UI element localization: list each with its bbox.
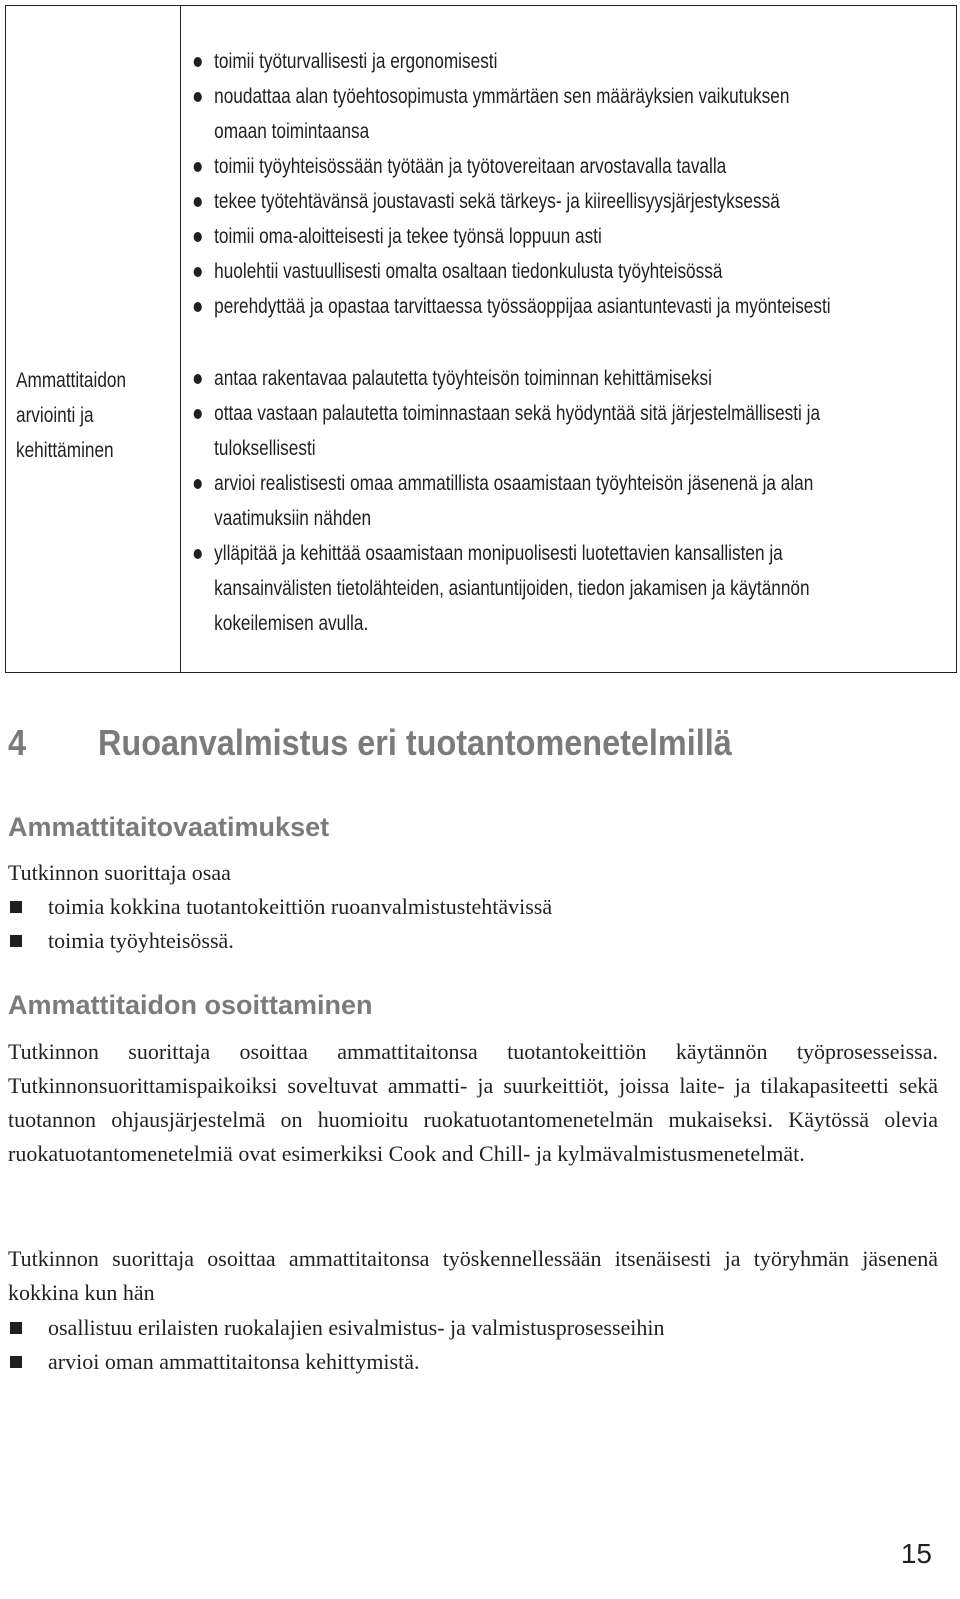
chapter-title [8,722,732,764]
criteria-list-top [192,44,840,324]
bullet-icon [194,409,202,419]
bullet-icon [194,549,202,559]
square-bullet-icon [10,1322,22,1334]
list-item [192,149,840,184]
bullet-icon [194,92,202,102]
list-item [192,466,840,536]
list-item-text: arvioi realistisesti omaa ammatillista osaamistaan työyhteisön jäsenenä ja alan vaatimuksiin nähden [214,472,814,530]
criteria-list-bottom [192,361,840,641]
list-item [192,361,840,396]
list-item [192,44,840,79]
list-item [192,184,840,219]
requirements-intro: Tutkinnon suorittaja osaa [8,860,231,885]
criteria-table [5,5,957,673]
table-column-divider [180,6,181,672]
list-item [192,79,840,149]
bullet-icon [194,479,202,489]
list-item-text: osallistuu erilaisten ruokalajien esivalmistus- ja valmistusprosesseihin [48,1315,665,1340]
list-item-text: toimii työturvallisesti ja ergonomisesti [214,50,498,73]
demonstration-paragraph: Tutkinnon suorittaja osoittaa ammattitaitonsa työskennellessään itsenäisesti ja työryhmän jäsenenä kokkina kun hän [8,1246,938,1305]
list-item [192,219,840,254]
list-item-text: perehdyttää ja opastaa tarvittaessa työssäoppijaa asiantuntevasti ja myönteisesti [214,295,831,318]
page-number: 15 [900,1538,932,1569]
list-item [192,396,840,466]
chapter-title-text: Ruoanvalmistus eri tuotantomenetelmillä [98,722,732,763]
section-label [16,363,147,468]
demonstration-list [8,1311,665,1379]
list-item [192,254,840,289]
list-item-text: antaa rakentavaa palautetta työyhteisön toiminnan kehittämiseksi [214,367,712,390]
list-item-text: toimii oma-aloitteisesti ja tekee työnsä loppuun asti [214,225,602,248]
list-item [192,536,840,641]
list-item-text: arvioi oman ammattitaitonsa kehittymistä. [48,1349,420,1374]
list-item [8,1311,665,1345]
bullet-icon [194,232,202,242]
list-item-text: tekee työtehtävänsä joustavasti sekä tärkeys- ja kiireellisyysjärjestyksessä [214,190,780,213]
list-item-text: toimii työyhteisössään työtään ja työtovereitaan arvostavalla tavalla [214,155,727,178]
list-item-text: toimia työyhteisössä. [48,928,234,953]
section-label-line: arviointi ja [16,404,94,427]
bullet-icon [194,197,202,207]
list-item [8,890,552,924]
bullet-icon [194,57,202,67]
list-item [8,1345,665,1379]
demonstration-heading: Ammattitaidon osoittaminen [8,990,373,1020]
bullet-icon [194,374,202,384]
list-item-text: huolehtii vastuullisesti omalta osaltaan tiedonkulusta työyhteisössä [214,260,723,283]
square-bullet-icon [10,935,22,947]
requirements-heading: Ammattitaitovaatimukset [8,812,330,842]
square-bullet-icon [10,1356,22,1368]
list-item [8,924,552,958]
square-bullet-icon [10,901,22,913]
demonstration-paragraph: Tutkinnon suorittaja osoittaa ammattitaitonsa tuotantokeittiön käytännön työprosesseissa. Tutkinnonsuorittamispaikoiksi soveltuvat ammatti- ja suurkeittiöt, joissa laite- ja tilakapasiteetti sekä tuotannon ohjausjärjestelmä on huomioitu ruokatuotantomenetelmän mukaiseksi. Käytössä olevia ruokatuotantomenetelmiä ovat esimerkiksi Cook and Chill- ja kylmävalmistusmenetelmät. [8,1039,938,1166]
list-item-text: ottaa vastaan palautetta toiminnastaan sekä hyödyntää sitä järjestelmällisesti ja tuloksellisesti [214,402,821,460]
bullet-icon [194,267,202,277]
bullet-icon [194,162,202,172]
chapter-number: 4 [8,722,27,763]
list-item-text: noudattaa alan työehtosopimusta ymmärtäen sen määräyksien vaikutuksen omaan toimintaansa [214,85,790,143]
list-item-text: toimia kokkina tuotantokeittiön ruoanvalmistustehtävissä [48,894,553,919]
section-label-line: kehittäminen [16,439,114,462]
requirements-list [8,890,552,958]
section-label-line: Ammattitaidon [16,369,127,392]
list-item-text: ylläpitää ja kehittää osaamistaan monipuolisesti luotettavien kansallisten ja kansainvälisten tietolähteiden, asiantuntijoiden, tiedon jakamisen ja käytännön kokeilemisen avulla. [214,542,810,635]
bullet-icon [194,302,202,312]
list-item [192,289,840,324]
